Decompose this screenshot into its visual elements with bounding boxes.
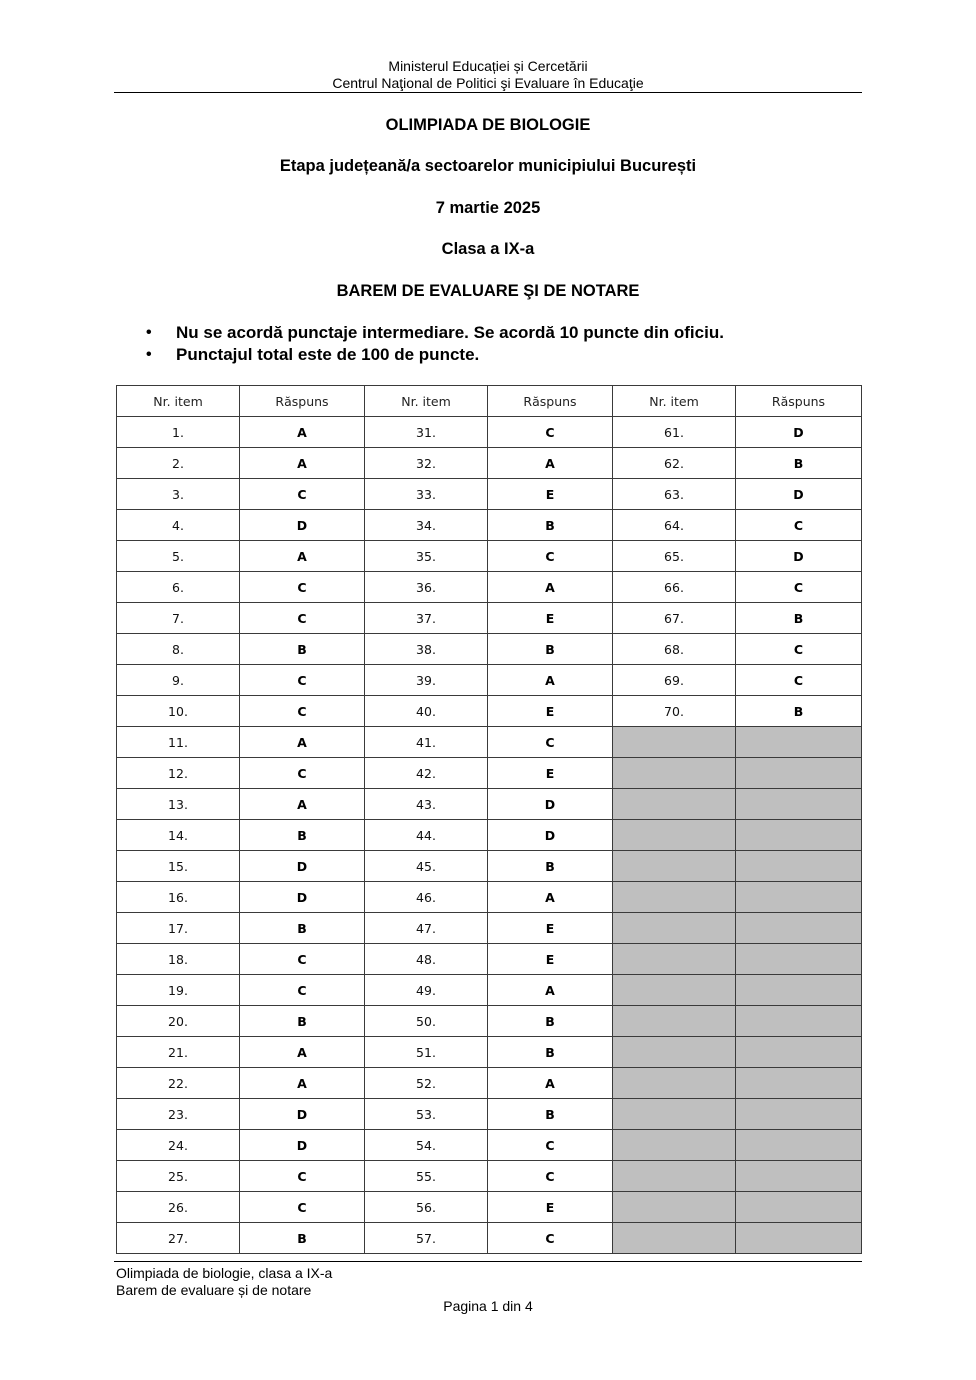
item-number-cell: 4. (117, 510, 240, 541)
answer-cell: B (240, 1006, 365, 1037)
empty-cell (613, 727, 736, 758)
item-number-cell: 38. (365, 634, 488, 665)
empty-cell (736, 1223, 862, 1254)
answer-cell: E (488, 696, 613, 727)
note-item: • Nu se acordă punctaje intermediare. Se acordă 10 puncte din oficiu. (146, 322, 724, 344)
answer-key-table (116, 385, 862, 1254)
item-number-cell: 42. (365, 758, 488, 789)
item-number-cell: 53. (365, 1099, 488, 1130)
item-number-cell: 65. (613, 541, 736, 572)
empty-cell (736, 727, 862, 758)
empty-cell (613, 1192, 736, 1223)
item-number-cell: 14. (117, 820, 240, 851)
item-number-cell: 49. (365, 975, 488, 1006)
table-row (117, 727, 862, 758)
table-row (117, 1223, 862, 1254)
item-number-cell: 45. (365, 851, 488, 882)
item-number-cell: 15. (117, 851, 240, 882)
answer-cell: D (240, 1130, 365, 1161)
answer-cell: B (488, 1006, 613, 1037)
item-number-cell: 67. (613, 603, 736, 634)
answer-cell: C (240, 696, 365, 727)
answer-cell: E (488, 758, 613, 789)
empty-cell (613, 944, 736, 975)
empty-cell (736, 1037, 862, 1068)
item-number-cell: 40. (365, 696, 488, 727)
table-row (117, 1037, 862, 1068)
answer-cell: A (240, 541, 365, 572)
answer-cell: B (488, 1099, 613, 1130)
answer-cell: C (736, 572, 862, 603)
table-row (117, 758, 862, 789)
item-number-cell: 10. (117, 696, 240, 727)
item-number-cell: 20. (117, 1006, 240, 1037)
answer-cell: B (240, 820, 365, 851)
empty-cell (736, 1099, 862, 1130)
item-number-cell: 57. (365, 1223, 488, 1254)
ministry-name: Ministerul Educației și Cercetării (388, 58, 588, 74)
empty-cell (613, 851, 736, 882)
item-number-cell: 70. (613, 696, 736, 727)
item-number-cell: 46. (365, 882, 488, 913)
item-number-cell: 7. (117, 603, 240, 634)
item-number-cell: 18. (117, 944, 240, 975)
answer-cell: C (488, 1223, 613, 1254)
table-row (117, 1099, 862, 1130)
note-item: • Punctajul total este de 100 de puncte. (146, 344, 724, 366)
answer-cell: B (488, 851, 613, 882)
item-number-cell: 61. (613, 417, 736, 448)
answer-cell: C (240, 944, 365, 975)
answer-cell: A (240, 417, 365, 448)
table-row (117, 1161, 862, 1192)
answer-cell: A (240, 1037, 365, 1068)
item-number-cell: 39. (365, 665, 488, 696)
answer-cell: C (240, 665, 365, 696)
column-header: Nr. item (613, 386, 736, 417)
answer-cell: A (488, 572, 613, 603)
answer-cell: C (736, 510, 862, 541)
table-row (117, 665, 862, 696)
empty-cell (736, 913, 862, 944)
olympiad-title: OLIMPIADA DE BIOLOGIE (385, 116, 591, 134)
item-number-cell: 31. (365, 417, 488, 448)
item-number-cell: 43. (365, 789, 488, 820)
column-header: Răspuns (736, 386, 862, 417)
answer-cell: B (736, 603, 862, 634)
footer-divider (114, 1261, 862, 1262)
item-number-cell: 36. (365, 572, 488, 603)
item-number-cell: 62. (613, 448, 736, 479)
empty-cell (613, 975, 736, 1006)
stage-title: Etapa județeană/a sectoarelor municipiului București (279, 157, 697, 175)
table-row (117, 913, 862, 944)
answer-cell: E (488, 913, 613, 944)
answer-cell: B (736, 696, 862, 727)
table-row (117, 417, 862, 448)
item-number-cell: 19. (117, 975, 240, 1006)
answer-cell: D (736, 479, 862, 510)
footer-subject: Olimpiada de biologie, clasa a IX-a (116, 1265, 333, 1281)
table-row (117, 944, 862, 975)
empty-cell (736, 789, 862, 820)
item-number-cell: 32. (365, 448, 488, 479)
item-number-cell: 66. (613, 572, 736, 603)
column-header: Răspuns (240, 386, 365, 417)
item-number-cell: 22. (117, 1068, 240, 1099)
answer-cell: C (488, 541, 613, 572)
answer-cell: C (240, 479, 365, 510)
empty-cell (613, 1006, 736, 1037)
empty-cell (736, 1068, 862, 1099)
answer-cell: C (240, 1192, 365, 1223)
answer-cell: A (488, 882, 613, 913)
answer-cell: E (488, 1192, 613, 1223)
item-number-cell: 27. (117, 1223, 240, 1254)
empty-cell (736, 1130, 862, 1161)
item-number-cell: 54. (365, 1130, 488, 1161)
item-number-cell: 21. (117, 1037, 240, 1068)
answer-cell: D (240, 510, 365, 541)
answer-cell: B (736, 448, 862, 479)
answer-cell: A (488, 448, 613, 479)
item-number-cell: 52. (365, 1068, 488, 1099)
answer-cell: C (488, 1130, 613, 1161)
empty-cell (736, 1192, 862, 1223)
item-number-cell: 16. (117, 882, 240, 913)
empty-cell (736, 975, 862, 1006)
answer-cell: B (240, 634, 365, 665)
answer-cell: C (240, 975, 365, 1006)
item-number-cell: 12. (117, 758, 240, 789)
table-row (117, 510, 862, 541)
empty-cell (613, 1099, 736, 1130)
item-number-cell: 6. (117, 572, 240, 603)
table-row (117, 1006, 862, 1037)
answer-rows (117, 417, 862, 1254)
item-number-cell: 51. (365, 1037, 488, 1068)
answer-cell: C (488, 417, 613, 448)
item-number-cell: 50. (365, 1006, 488, 1037)
item-number-cell: 3. (117, 479, 240, 510)
column-header: Răspuns (488, 386, 613, 417)
answer-cell: E (488, 944, 613, 975)
empty-cell (736, 882, 862, 913)
empty-cell (736, 758, 862, 789)
answer-cell: B (488, 634, 613, 665)
table-row (117, 479, 862, 510)
table-row (117, 448, 862, 479)
answer-cell: A (240, 789, 365, 820)
table-row (117, 1130, 862, 1161)
center-name: Centrul Naţional de Politici şi Evaluare în Educaţie (332, 75, 644, 91)
table-row (117, 634, 862, 665)
item-number-cell: 33. (365, 479, 488, 510)
item-number-cell: 26. (117, 1192, 240, 1223)
answer-cell: D (240, 1099, 365, 1130)
empty-cell (613, 1037, 736, 1068)
table-row (117, 820, 862, 851)
item-number-cell: 56. (365, 1192, 488, 1223)
table-row (117, 696, 862, 727)
answer-cell: D (488, 820, 613, 851)
notes-list (146, 322, 724, 366)
answer-cell: B (240, 913, 365, 944)
empty-cell (613, 882, 736, 913)
answer-cell: E (488, 479, 613, 510)
table-header-row (117, 386, 862, 417)
column-header: Nr. item (117, 386, 240, 417)
answer-cell: C (240, 758, 365, 789)
empty-cell (613, 789, 736, 820)
table-row (117, 603, 862, 634)
table-row (117, 541, 862, 572)
table-row (117, 882, 862, 913)
item-number-cell: 68. (613, 634, 736, 665)
answer-cell: B (488, 1037, 613, 1068)
page-header (114, 58, 862, 92)
empty-cell (613, 1161, 736, 1192)
item-number-cell: 41. (365, 727, 488, 758)
answer-cell: E (488, 603, 613, 634)
answer-cell: A (488, 665, 613, 696)
item-number-cell: 48. (365, 944, 488, 975)
footer-doc-type: Barem de evaluare și de notare (116, 1282, 312, 1298)
item-number-cell: 5. (117, 541, 240, 572)
empty-cell (736, 1006, 862, 1037)
item-number-cell: 24. (117, 1130, 240, 1161)
item-number-cell: 35. (365, 541, 488, 572)
empty-cell (613, 1130, 736, 1161)
table-row (117, 1192, 862, 1223)
answer-cell: C (736, 665, 862, 696)
empty-cell (613, 913, 736, 944)
answer-cell: C (736, 634, 862, 665)
answer-cell: D (736, 417, 862, 448)
answer-cell: B (240, 1223, 365, 1254)
empty-cell (736, 820, 862, 851)
answer-cell: D (240, 851, 365, 882)
column-header: Nr. item (365, 386, 488, 417)
item-number-cell: 69. (613, 665, 736, 696)
answer-cell: C (240, 603, 365, 634)
empty-cell (613, 1068, 736, 1099)
item-number-cell: 2. (117, 448, 240, 479)
item-number-cell: 47. (365, 913, 488, 944)
item-number-cell: 25. (117, 1161, 240, 1192)
answer-cell: C (240, 1161, 365, 1192)
header-divider (114, 92, 862, 93)
item-number-cell: 11. (117, 727, 240, 758)
answer-cell: D (488, 789, 613, 820)
empty-cell (613, 758, 736, 789)
footer (116, 1265, 332, 1299)
item-number-cell: 23. (117, 1099, 240, 1130)
item-number-cell: 1. (117, 417, 240, 448)
answer-cell: A (488, 975, 613, 1006)
answer-cell: A (240, 448, 365, 479)
answer-cell: D (240, 882, 365, 913)
item-number-cell: 55. (365, 1161, 488, 1192)
grade-title: Clasa a IX-a (441, 240, 535, 258)
exam-date: 7 martie 2025 (435, 199, 541, 217)
item-number-cell: 44. (365, 820, 488, 851)
answer-cell: A (240, 1068, 365, 1099)
item-number-cell: 9. (117, 665, 240, 696)
item-number-cell: 8. (117, 634, 240, 665)
table-row (117, 789, 862, 820)
answer-cell: C (488, 1161, 613, 1192)
table-row (117, 851, 862, 882)
empty-cell (613, 1223, 736, 1254)
barem-title: BAREM DE EVALUARE ŞI DE NOTARE (336, 282, 640, 300)
empty-cell (736, 851, 862, 882)
empty-cell (736, 1161, 862, 1192)
answer-cell: A (240, 727, 365, 758)
item-number-cell: 34. (365, 510, 488, 541)
answer-cell: C (240, 572, 365, 603)
table-row (117, 975, 862, 1006)
answer-cell: B (488, 510, 613, 541)
item-number-cell: 13. (117, 789, 240, 820)
item-number-cell: 37. (365, 603, 488, 634)
item-number-cell: 17. (117, 913, 240, 944)
answer-cell: C (488, 727, 613, 758)
empty-cell (736, 944, 862, 975)
page-number: Pagina 1 din 4 (443, 1298, 533, 1314)
item-number-cell: 64. (613, 510, 736, 541)
table-row (117, 1068, 862, 1099)
empty-cell (613, 820, 736, 851)
table-row (117, 572, 862, 603)
answer-cell: D (736, 541, 862, 572)
item-number-cell: 63. (613, 479, 736, 510)
answer-cell: A (488, 1068, 613, 1099)
